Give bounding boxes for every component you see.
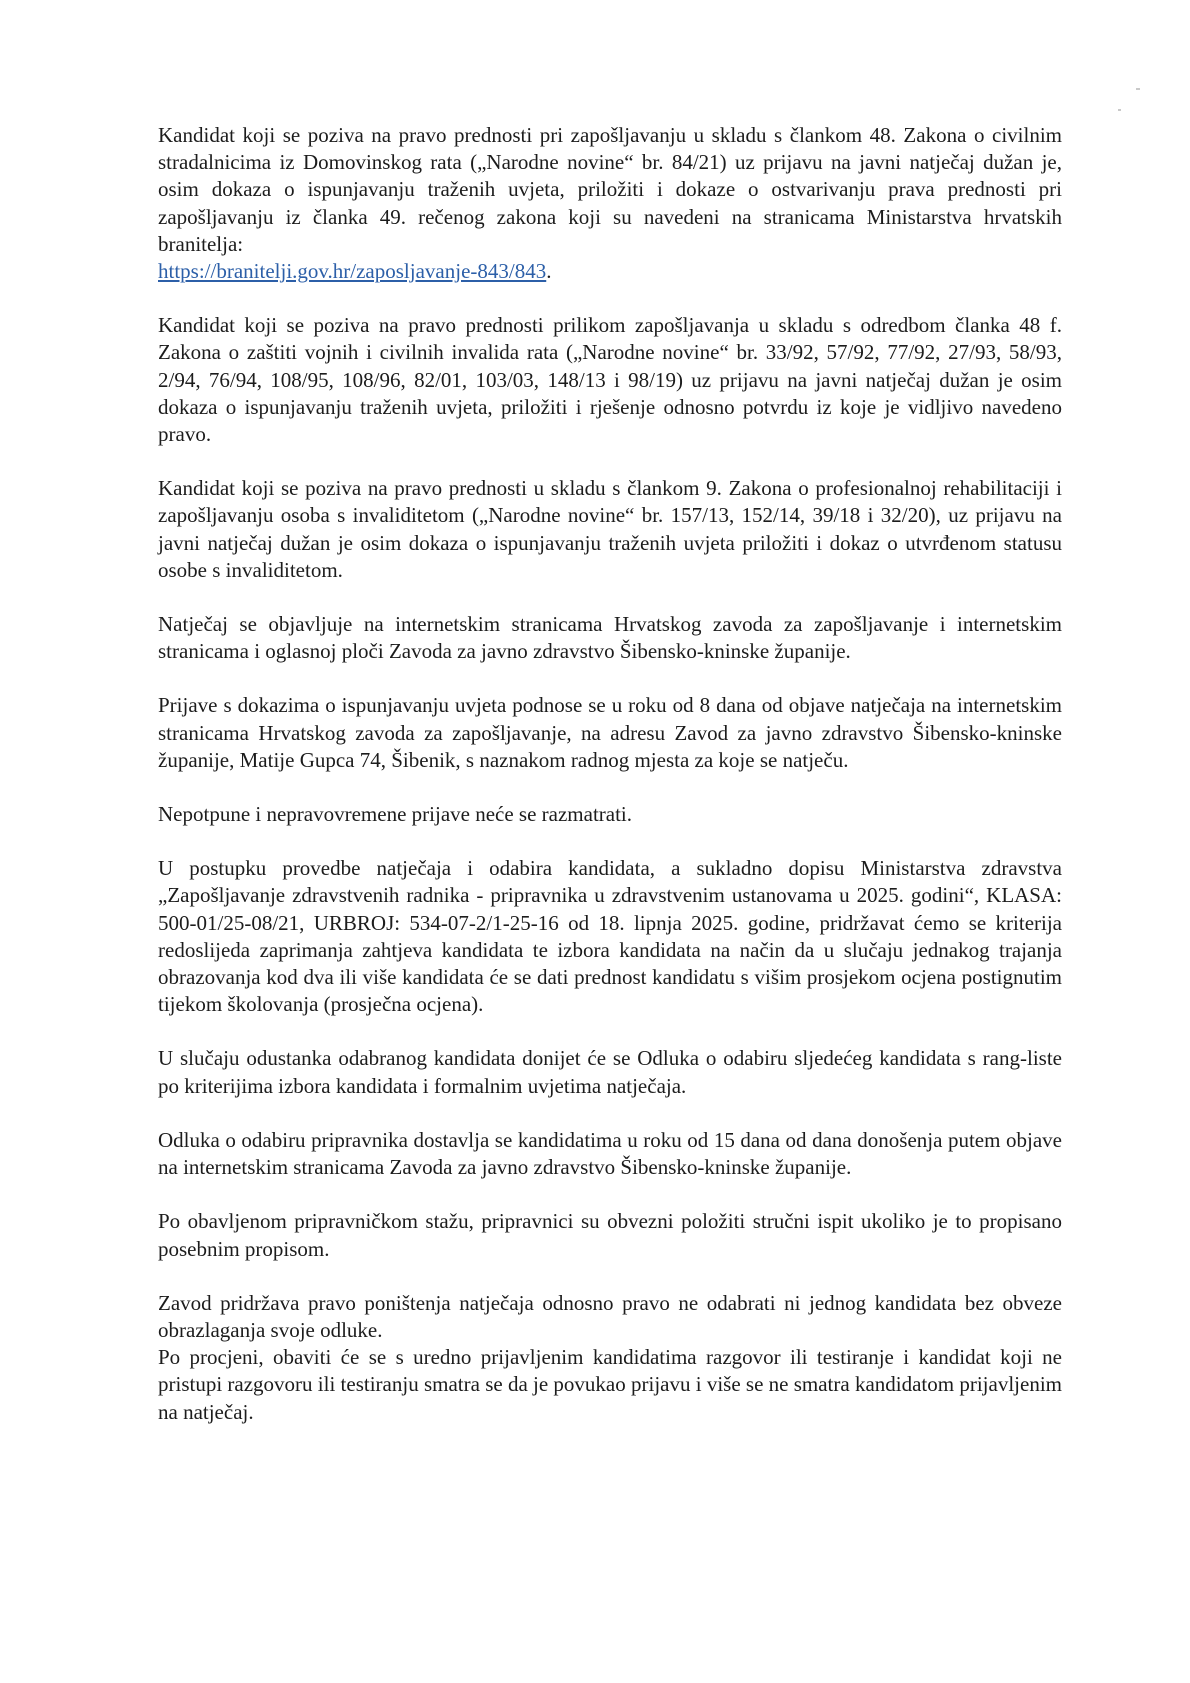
branitelji-link[interactable]: https://branitelji.gov.hr/zaposljavanje-843/843 — [158, 259, 547, 284]
paragraph-withdrawal — [158, 1045, 1062, 1099]
paragraph-text: Odluka o odabiru pripravnika dostavlja se kandidatima u roku od 15 dana od dana donošenja putem objave na internetskim stranicama Zavoda za javno zdravstvo Šibensko-kninske županije. — [158, 1127, 1062, 1180]
paragraph-interview-testing — [158, 1344, 1062, 1426]
scan-artifact — [1136, 88, 1140, 90]
paragraph-selection-decision — [158, 1127, 1062, 1181]
paragraph-text: U postupku provedbe natječaja i odabira kandidata, a sukladno dopisu Ministarstva zdravstva „Zapošljavanje zdravstvenih radnika - pripravnika u zdravstvenim ustanovama u 2025. godini“, KLASA: 500-01/25-08/21, URBROJ: 534-07-2/1-25-16 od 18. lipnja 2025. godine, pridržavat ćemo se kriterija redoslijeda zaprimanja zahtjeva kandidata te izbora kandidata na način da u slučaju jednakog trajanja obrazovanja kod dva ili više kandidata će se dati prednost kandidatu s višim prosjekom ocjena postignutim tijekom školovanja (prosječna ocjena). — [158, 856, 1062, 1017]
paragraph-text: Po procjeni, obaviti će se s uredno prijavljenim kandidatima razgovor ili testiranje i kandidat koji ne pristupi razgovoru ili testiranju smatra se da je povukao prijavu i više se ne smatra kandidatom prijavljenim na natječaj. — [158, 1345, 1062, 1424]
paragraph-text: Prijave s dokazima o ispunjavanju uvjeta podnose se u roku od 8 dana od objave natječaja na internetskim stranicama Hrvatskog zavoda za zapošljavanje, na adresu Zavod za javno zdravstvo Šibensko-kninske županije, Matije Gupca 74, Šibenik, s naznakom radnog mjesta za koje se natječu. — [158, 693, 1062, 772]
paragraph-text: Kandidat koji se poziva na pravo prednosti prilikom zapošljavanja u skladu s odredbom članka 48 f. Zakona o zaštiti vojnih i civilnih invalida rata („Narodne novine“ br. 33/92, 57/92, 77/92, 27/93, 58/93, 2/94, 76/94, 108/95, 108/96, 82/01, 103/03, 148/13 i 98/19) uz prijavu na javni natječaj dužan je osim dokaza o ispunjavanju traženih uvjeta, priložiti i rješenje odnosno potvrdu iz koje je vidljivo navedeno pravo. — [158, 313, 1062, 447]
paragraph-text: Po obavljenom pripravničkom stažu, pripravnici su obvezni položiti stručni ispit ukoliko je to propisano posebnim propisom. — [158, 1209, 1062, 1261]
link-period: . — [546, 259, 552, 284]
paragraph-text: U slučaju odustanka odabranog kandidata donijet će se Odluka o odabiru sljedećeg kandidata s rang-liste po kriterijima izbora kandidata i formalnim uvjetima natječaja. — [158, 1046, 1062, 1098]
paragraph-text: Nepotpune i nepravovremene prijave neće se razmatrati. — [158, 802, 633, 827]
paragraph-publication — [158, 611, 1062, 665]
paragraph-application-deadline — [158, 692, 1062, 774]
paragraph-civilian-victims-priority — [158, 122, 1062, 285]
paragraph-text: Kandidat koji se poziva na pravo prednosti u skladu s člankom 9. Zakona o profesionalnoj rehabilitaciji i zapošljavanju osoba s invaliditetom („Narodne novine“ br. 157/13, 152/14, 39/18 i 32/20), uz prijavu na javni natječaj dužan je osim dokaza o ispunjavanju traženih uvjeta priložiti i dokaz o utvrđenom statusu osobe s invaliditetom. — [158, 476, 1062, 582]
paragraph-annulment-right — [158, 1290, 1062, 1344]
paragraph-war-invalids-priority — [158, 312, 1062, 448]
paragraph-incomplete-applications — [158, 801, 1062, 828]
paragraph-professional-exam — [158, 1208, 1062, 1262]
paragraph-disability-priority — [158, 475, 1062, 584]
scan-artifact — [1118, 109, 1121, 111]
paragraph-text: Kandidat koji se poziva na pravo prednosti pri zapošljavanju u skladu s člankom 48. Zakona o civilnim stradalnicima iz Domovinskog rata („Narodne novine“ br. 84/21) uz prijavu na javni natječaj dužan je, osim dokaza o ispunjavanju traženih uvjeta, priložiti i dokaze o ostvarivanju prava prednosti pri zapošljavanju iz članka 49. rečenog zakona koji su navedeni na stranicama Ministarstva hrvatskih branitelja: — [158, 123, 1062, 256]
paragraph-text: Zavod pridržava pravo poništenja natječaja odnosno pravo ne odabrati ni jednog kandidata bez obveze obrazlaganja svoje odluke. — [158, 1290, 1062, 1342]
paragraph-text: Natječaj se objavljuje na internetskim stranicama Hrvatskog zavoda za zapošljavanje i internetskim stranicama i oglasnoj ploči Zavoda za javno zdravstvo Šibensko-kninske županije. — [158, 612, 1062, 664]
paragraph-selection-criteria — [158, 855, 1062, 1018]
document-page — [158, 122, 1062, 1453]
